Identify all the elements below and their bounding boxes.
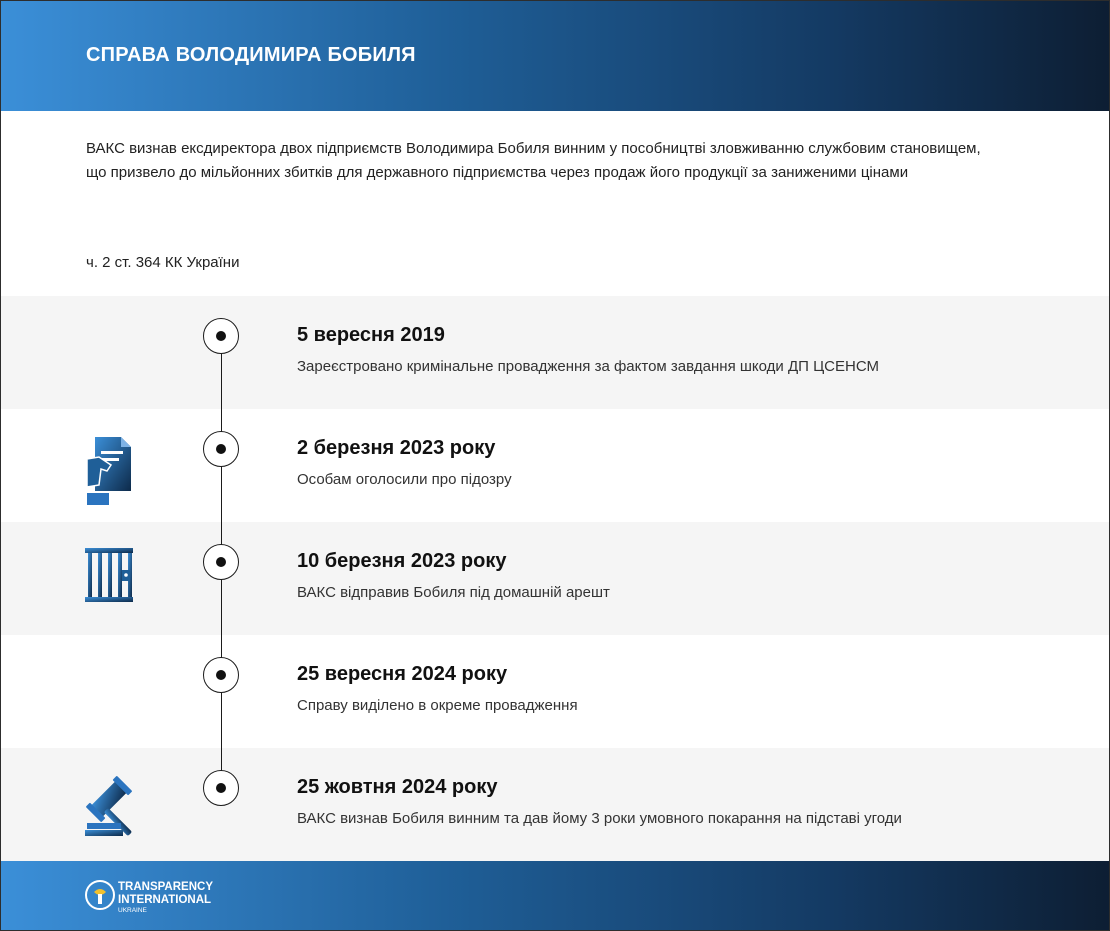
event-date: 5 вересня 2019 (297, 324, 445, 346)
timeline-marker (203, 657, 239, 693)
event-date: 2 березня 2023 року (297, 437, 496, 459)
timeline-row (1, 522, 1109, 635)
logo-line-2: INTERNATIONAL (118, 894, 212, 906)
logo-line-1: TRANSPARENCY (118, 881, 213, 893)
gavel-icon (85, 775, 149, 837)
timeline-marker (203, 318, 239, 354)
intro-text: ВАКС визнав ексдиректора двох підприємств Володимира Бобиля винним у пособництві зловживанню службовим становищем, що призвело до мільйонних збитків для державного підприємства через продаж його продукції за заниженими цінами (86, 140, 981, 181)
event-date: 10 березня 2023 року (297, 550, 507, 572)
document-hand-icon (85, 435, 135, 507)
timeline-row (1, 635, 1109, 748)
event-date: 25 жовтня 2024 року (297, 776, 498, 798)
timeline-marker (203, 770, 239, 806)
event-description: Справу виділено в окреме провадження (297, 697, 578, 714)
event-description: Особам оголосили про підозру (297, 471, 512, 488)
transparency-international-logo (85, 878, 225, 919)
event-date: 25 вересня 2024 року (297, 663, 508, 685)
event-description: ВАКС відправив Бобиля під домашній арешт (297, 584, 610, 601)
event-description: Зареєстровано кримінальне провадження за фактом завдання шкоди ДП ЦСЕНСМ (297, 358, 879, 375)
event-description: ВАКС визнав Бобиля винним та дав йому 3 роки умовного покарання на підставі угоди (297, 810, 902, 827)
timeline-marker (203, 431, 239, 467)
timeline-row (1, 748, 1109, 861)
timeline-row (1, 296, 1109, 409)
timeline-marker (203, 544, 239, 580)
prison-bars-icon (85, 548, 135, 604)
timeline-row (1, 409, 1109, 522)
logo-line-3: UKRAINE (118, 907, 147, 914)
page-title: СПРАВА ВОЛОДИМИРА БОБИЛЯ (86, 44, 416, 66)
header-banner (1, 1, 1109, 111)
legal-article: ч. 2 ст. 364 КК України (86, 254, 240, 271)
